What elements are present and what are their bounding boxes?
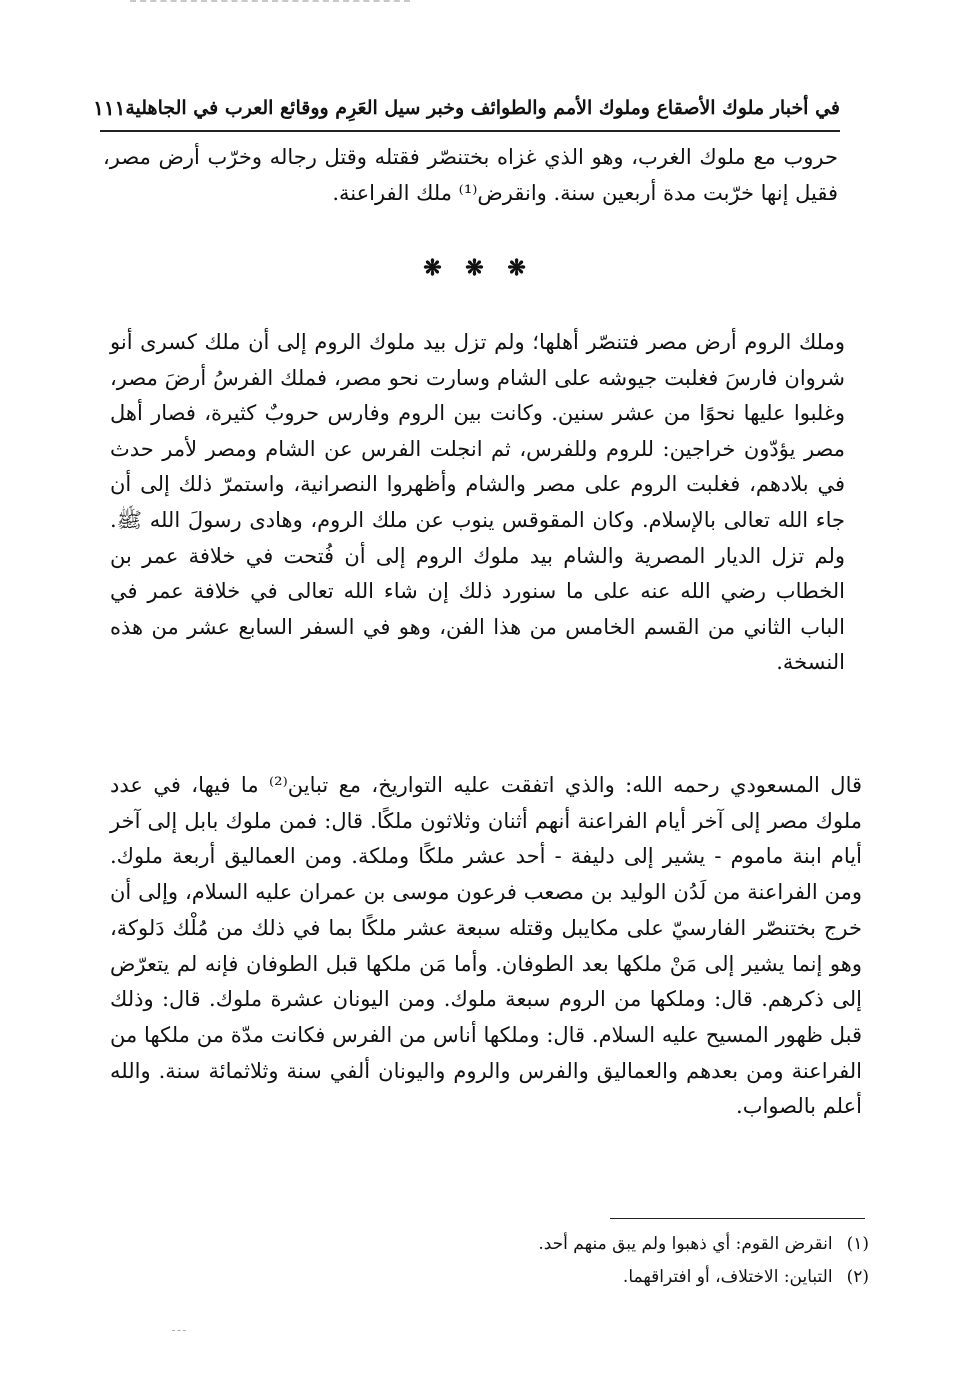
paragraph-roman-rule: وملك الروم أرض مصر فتنصّر أهلها؛ ولم تزل بيد ملوك الروم إلى أن ملك كسرى أنو شروان فارسَ فغلبت جيوشه على الشام وسارت نحو مصر، فملك الفرسُ أرضَ مصر، وغلبوا عليها نحوًا من عشر سنين. وكانت بين الروم وفارس حروبٌ كثيرة، فصار أهل مصر يؤدّون خراجين: للروم وللفرس، ثم انجلت الفرس عن الشام ومصر لأمر حدث في بلادهم، فغلبت الروم على مصر والشام وأظهروا النصرانية، واستمرّ ذلك إلى أن جاء الله تعالى بالإسلام. وكان المقوقس ينوب عن ملك الروم، وهادى رسولَ الله ﷺ. ولم تزل الديار المصرية والشام بيد ملوك الروم إلى أن فُتحت في خلافة عمر بن الخطاب رضي الله عنه على ما سنورد ذلك إن شاء الله تعالى في خلافة عمر في الباب الثاني من القسم الخامس من هذا الفن، وهو في السفر السابع عشر من هذه النسخة. (110, 330, 845, 675)
running-header (93, 86, 840, 132)
scan-smudge (172, 1330, 186, 1337)
footnote-number: (١) (846, 1234, 869, 1254)
page-number: ١١١ (93, 96, 126, 120)
footnote-text: انقرض القوم: أي ذهبوا ولم يبق منهم أحد. (538, 1234, 833, 1254)
footnote-number: (٢) (846, 1267, 869, 1287)
paragraph-continuation: حروب مع ملوك الغرب، وهو الذي غزاه بختنصّر فقتله وقتل رجاله وخرّب أرض مصر، فقيل إنها خرّبت مدة أربعين سنة. وانقرض⁽¹⁾ ملك الفراعنة. (103, 145, 838, 205)
footnote-item (269, 1228, 869, 1261)
footnote-rule (610, 1218, 865, 1219)
footnotes (269, 1228, 869, 1294)
scan-edge-mark (130, 0, 410, 2)
section-separator: ❋ ❋ ❋ (423, 255, 534, 281)
footnote-text: التباين: الاختلاف، أو افتراقهما. (622, 1267, 833, 1287)
footnote-item (269, 1261, 869, 1294)
paragraph-masudi: قال المسعودي رحمه الله: والذي اتفقت عليه التواريخ، مع تباين⁽²⁾ ما فيها، في عدد ملوك مصر إلى آخر أيام الفراعنة أنهم أثنان وثلاثون ملكًا. قال: فمن ملوك بابل إلى آخر أيام ابنة ماموم - يشير إلى دليفة - أحد عشر ملكًا وملكة. ومن العماليق أربعة ملوك. ومن الفراعنة من لَدُن الوليد بن مصعب فرعون موسى بن عمران عليه السلام، وإلى أن خرج بختنصّر الفارسيّ على مكايبل وقتله سبعة عشر ملكًا بما في ذلك من مُلْك دَلوكة، وهو إنما يشير إلى مَنْ ملكها بعد الطوفان. وأما مَن ملكها قبل الطوفان فإنه لم يتعرّض إلى ذكرهم. قال: وملكها من الروم سبعة ملوك. ومن اليونان عشرة ملوك. قال: وذلك قبل ظهور المسيح عليه السلام. قال: وملكها أناس من الفرس فكانت مدّة من ملكها من الفراعنة ومن بعدهم والعماليق والفرس والروم واليونان ألفي سنة وثلاثمائة سنة. والله أعلم بالصواب. (110, 773, 863, 1119)
header-title: في أخبار ملوك الأصقاع وملوك الأمم والطوائف وخبر سيل العَرِم ووقائع العرب في الجاهلية (125, 97, 840, 119)
